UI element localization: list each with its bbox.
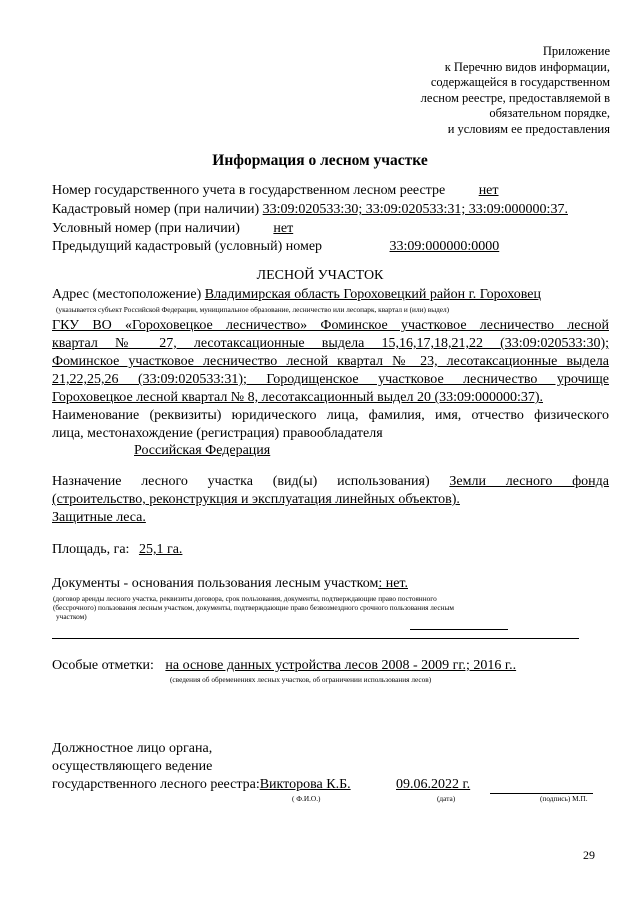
address-line: Гороховецкое лесной квартал № 8, лесотаксационный выдел 20 (33:09:000000:37).: [52, 390, 543, 405]
appendix-line: обязательном порядке,: [489, 106, 610, 120]
purpose-label: Назначение лесного участка (вид(ы) использования): [52, 474, 430, 489]
address-line: 21,22,25,26 (33:09:020533:31); Городищенское участковое лесничество урочище: [52, 372, 609, 387]
address-hint: (указывается субъект Российской Федерации, муниципальное образование, лесничество или лесопарк, квартал и (или) выдел): [56, 305, 450, 314]
holder-value: Российская Федерация: [134, 443, 271, 458]
document-title: Информация о лесном участке: [212, 152, 428, 169]
documents-label: Документы - основания пользования лесным участком: [52, 576, 379, 591]
documents-hint-line: участком): [56, 612, 87, 621]
official-line3: государственного лесного реестра:: [52, 777, 260, 792]
area-label: Площадь, га:: [52, 542, 130, 557]
official-line1: Должностное лицо органа,: [52, 741, 213, 756]
documents-value: : нет.: [378, 576, 408, 591]
official-name: Викторова К.Б.: [259, 777, 351, 792]
address-line: ГКУ ВО «Гороховецкое лесничество» Фоминское участковое лесничество лесной: [52, 318, 609, 333]
special-row: [52, 658, 516, 674]
special-hint: (сведения об обременениях лесных участков, об ограничении использования лесов): [170, 675, 432, 684]
signature-hint: (подпись) М.П.: [540, 794, 588, 803]
name-hint: ( Ф.И.О.): [292, 794, 321, 803]
conditional-value: нет: [273, 221, 294, 236]
official-row: [52, 777, 351, 793]
documents-hint-line: (бессрочного) пользования лесным участком, документы, подтверждающие право безвозмездного срочного пользования лесным: [53, 603, 455, 612]
previous-row: [52, 239, 577, 255]
purpose-line3: Защитные леса.: [52, 510, 146, 525]
cadastral-label: Кадастровый номер (при наличии): [52, 202, 260, 217]
address-line: квартал № 27, лесотаксационные выдела 15,16,17,18,21,22 (33:09:020533:30);: [52, 336, 609, 351]
appendix-line: лесном реестре, предоставляемой в: [420, 90, 610, 105]
appendix-line: содержащейся в государственном: [430, 75, 610, 89]
state-number-row: [52, 183, 511, 199]
appendix-header: [350, 44, 610, 137]
area-row: [52, 542, 182, 558]
previous-value: 33:09:000000:0000: [389, 239, 500, 254]
appendix-line: к Перечню видов информации,: [444, 59, 610, 74]
official-line2: осуществляющего ведение: [52, 759, 213, 774]
address-label: Адрес (местоположение): [52, 287, 202, 302]
conditional-label: Условный номер (при наличии): [52, 221, 240, 236]
section-title: ЛЕСНОЙ УЧАСТОК: [256, 268, 384, 283]
holder-label-line2: лица, местонахождение (регистрация) правообладателя: [52, 426, 383, 441]
official-date: 09.06.2022 г.: [396, 777, 471, 792]
area-value: 25,1 га.: [138, 542, 183, 557]
page-number: 29: [583, 848, 595, 862]
holder-row: [52, 443, 538, 459]
state-number-label: Номер государственного учета в государственном лесном реестре: [52, 183, 446, 198]
purpose-line2: (строительство, реконструкция и эксплуатация линейных объектов).: [52, 492, 460, 507]
special-value: на основе данных устройства лесов 2008 - 2009 гг.; 2016 г..: [165, 658, 517, 673]
date-hint: (дата): [437, 794, 456, 803]
cadastral-value: 33:09:020533:30; 33:09:020533:31; 33:09:000000:37.: [262, 202, 568, 217]
state-number-value: нет: [478, 183, 499, 198]
address-line: Фоминское участковое лесничество лесной квартал № 23, лесотаксационные выдела: [52, 354, 609, 369]
documents-hint-line: (договор аренды лесного участка, реквизиты договора, срок пользования, документы, подтверждающие право постоянного: [53, 594, 437, 603]
address-row: [52, 287, 541, 303]
documents-underline: [410, 629, 508, 630]
holder-label-line1: Наименование (реквизиты) юридического лица, фамилия, имя, отчество физического: [52, 408, 609, 423]
appendix-line: Приложение: [542, 44, 610, 58]
documents-row: [52, 576, 408, 592]
appendix-line: и условиям ее предоставления: [447, 121, 610, 136]
previous-label: Предыдущий кадастровый (условный) номер: [52, 239, 323, 254]
conditional-row: [52, 221, 293, 237]
purpose-row: [52, 474, 609, 490]
special-label: Особые отметки:: [52, 658, 154, 673]
documents-separator: [52, 638, 579, 639]
purpose-value: Земли лесного фонда: [449, 474, 610, 489]
cadastral-row: [52, 202, 568, 218]
address-value: Владимирская область Гороховецкий район г. Гороховец: [204, 287, 541, 302]
